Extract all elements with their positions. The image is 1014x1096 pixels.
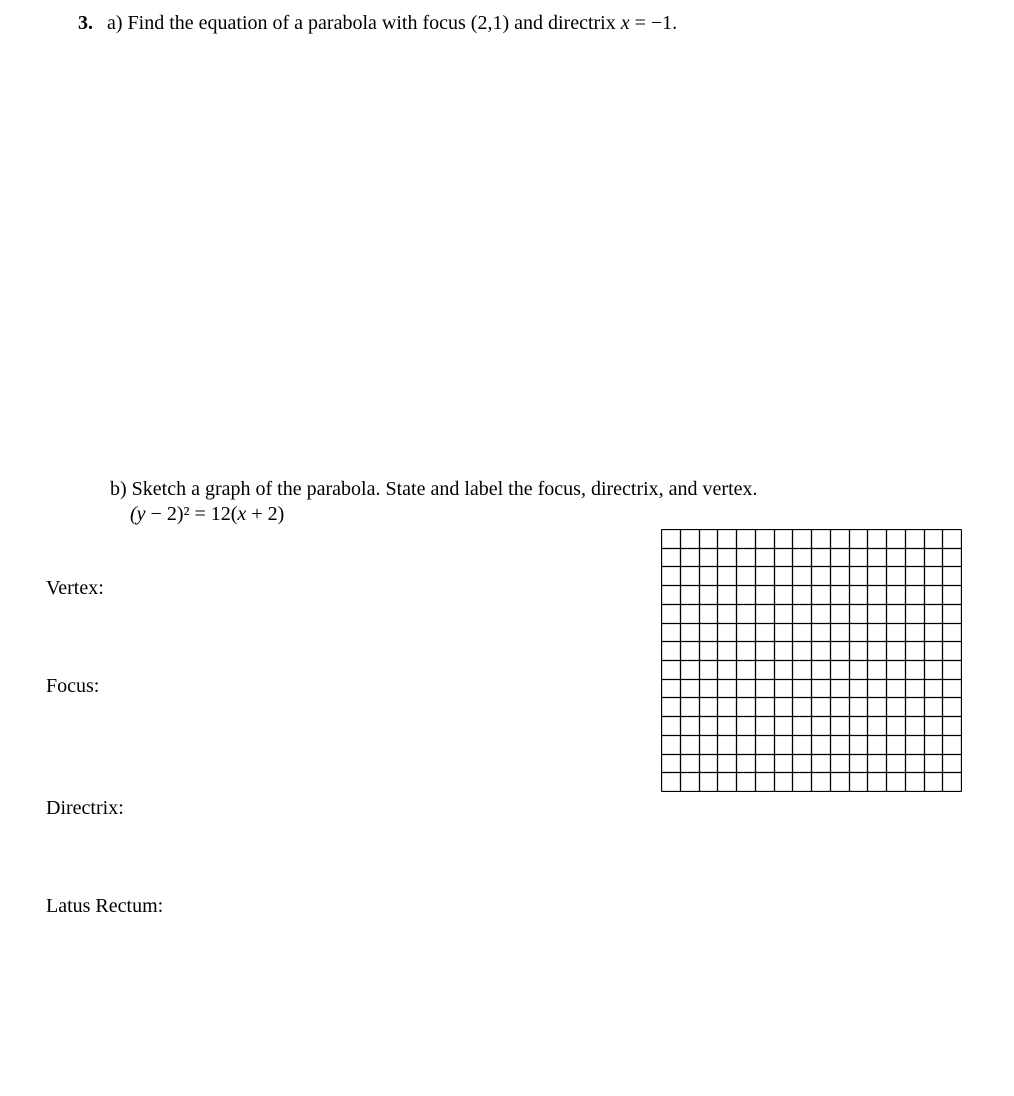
parabola-equation xyxy=(130,503,284,526)
equation-lhs: (y xyxy=(130,503,146,525)
focus-label: Focus: xyxy=(46,675,100,697)
part-a-question xyxy=(78,12,677,35)
directrix-value: = −1. xyxy=(629,12,678,34)
part-a-middle: and directrix xyxy=(509,12,621,34)
part-b-instruction: b) Sketch a graph of the parabola. State and label the focus, directrix, and vertex. xyxy=(110,478,758,500)
equation-x: x xyxy=(237,503,247,525)
directrix-variable: x xyxy=(620,12,630,34)
directrix-label: Directrix: xyxy=(46,797,124,819)
equation-middle: − 2)² = 12( xyxy=(145,503,238,525)
equation-end: + 2) xyxy=(246,503,285,525)
question-number: 3. xyxy=(78,12,93,34)
part-a-prefix: a) Find the equation of a parabola with focus xyxy=(107,12,471,34)
graph-grid-svg xyxy=(661,529,962,792)
vertex-label: Vertex: xyxy=(46,577,104,599)
latus-rectum-label: Latus Rectum: xyxy=(46,895,164,917)
graph-grid xyxy=(661,529,962,792)
focus-point: (2,1) xyxy=(470,12,510,34)
